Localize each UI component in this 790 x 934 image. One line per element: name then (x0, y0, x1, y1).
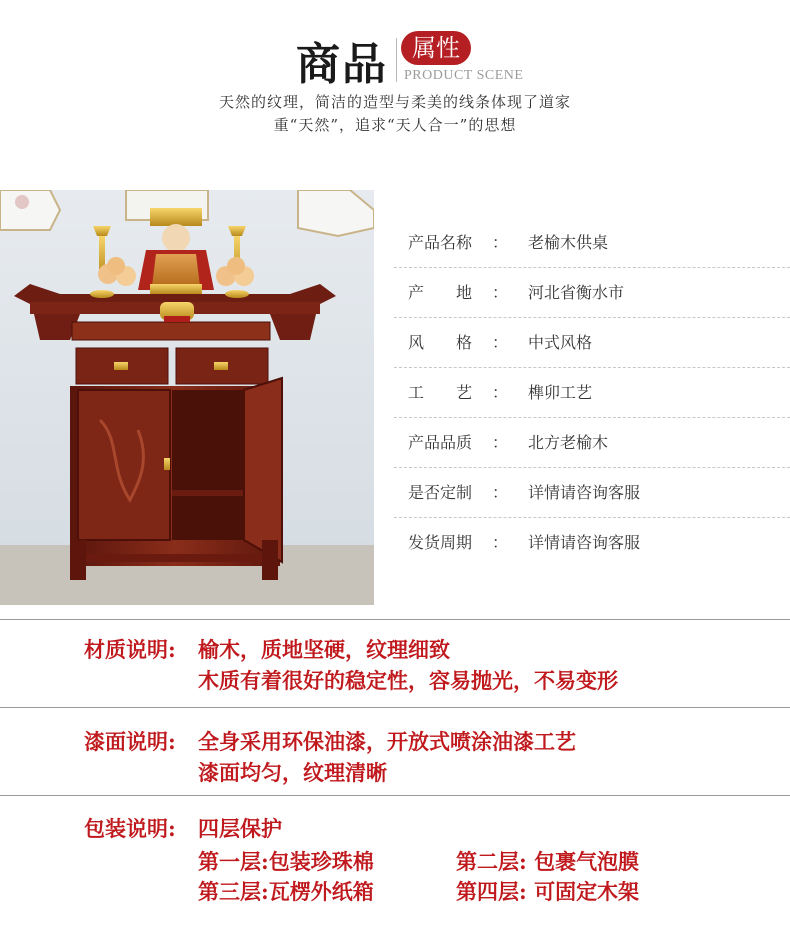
finish-heading: 漆面说明: (84, 729, 176, 754)
spec-colon: ： (492, 483, 509, 502)
spec-value: 老榆木供桌 (528, 233, 609, 252)
spec-row-custom (394, 468, 790, 518)
spec-colon: ： (492, 233, 509, 252)
spec-value: 中式风格 (528, 333, 593, 352)
spec-value: 详情请咨询客服 (528, 483, 641, 502)
spec-value: 河北省衡水市 (528, 283, 625, 302)
tagline-line-1: 天然的纹理，简洁的造型与柔美的线条体现了道家 (218, 93, 571, 111)
packaging-layer-2: 第二层: 包裹气泡膜 (456, 849, 640, 874)
spec-row-quality (394, 418, 790, 468)
spec-label: 风 格 (408, 333, 473, 352)
title-divider (396, 38, 397, 82)
packaging-layer-4: 第四层: 可固定木架 (456, 879, 640, 904)
packaging-layer-3: 第三层:瓦楞外纸箱 (198, 879, 374, 904)
spec-colon: ： (492, 533, 509, 552)
page-title: 商品 (296, 39, 388, 90)
page-header (0, 0, 790, 150)
spec-label: 工 艺 (408, 383, 473, 402)
spec-row-shipping (394, 518, 790, 567)
packaging-line-1: 四层保护 (198, 816, 282, 841)
spec-value: 榫卯工艺 (528, 383, 593, 402)
divider-1 (0, 619, 790, 620)
spec-label: 发货周期 (408, 533, 473, 552)
subtitle-en: PRODUCT SCENE (404, 68, 524, 83)
spec-label: 产品名称 (408, 233, 473, 252)
spec-row-name (394, 218, 790, 268)
spec-colon: ： (492, 283, 509, 302)
spec-table (394, 218, 790, 567)
spec-colon: ： (492, 383, 509, 402)
packaging-layer-1: 第一层:包装珍珠棉 (198, 849, 374, 874)
incense-burner (160, 302, 194, 322)
spec-colon: ： (492, 433, 509, 452)
wall-art-left (0, 190, 60, 230)
spec-row-origin (394, 268, 790, 318)
spec-label: 产 地 (408, 283, 473, 302)
spec-row-craft (394, 368, 790, 418)
tagline-line-2: 重“天然”，追求“天人合一”的思想 (273, 116, 517, 134)
finish-line-1: 全身采用环保油漆，开放式喷涂油漆工艺 (198, 729, 576, 754)
finish-line-2: 漆面均匀，纹理清晰 (198, 760, 387, 785)
title-badge: 属性 (401, 31, 471, 65)
spec-value: 详情请咨询客服 (528, 533, 641, 552)
spec-value: 北方老榆木 (528, 433, 609, 452)
divider-3 (0, 795, 790, 796)
material-line-1: 榆木，质地坚硬，纹理细致 (198, 637, 450, 662)
material-line-2: 木质有着很好的稳定性，容易抛光，不易变形 (198, 668, 618, 693)
packaging-heading: 包装说明: (84, 816, 176, 841)
material-heading: 材质说明: (84, 637, 176, 662)
product-photo (0, 190, 374, 605)
spec-label: 是否定制 (408, 483, 473, 502)
spec-label: 产品品质 (408, 433, 473, 452)
divider-2 (0, 707, 790, 708)
spec-row-style (394, 318, 790, 368)
spec-colon: ： (492, 333, 509, 352)
